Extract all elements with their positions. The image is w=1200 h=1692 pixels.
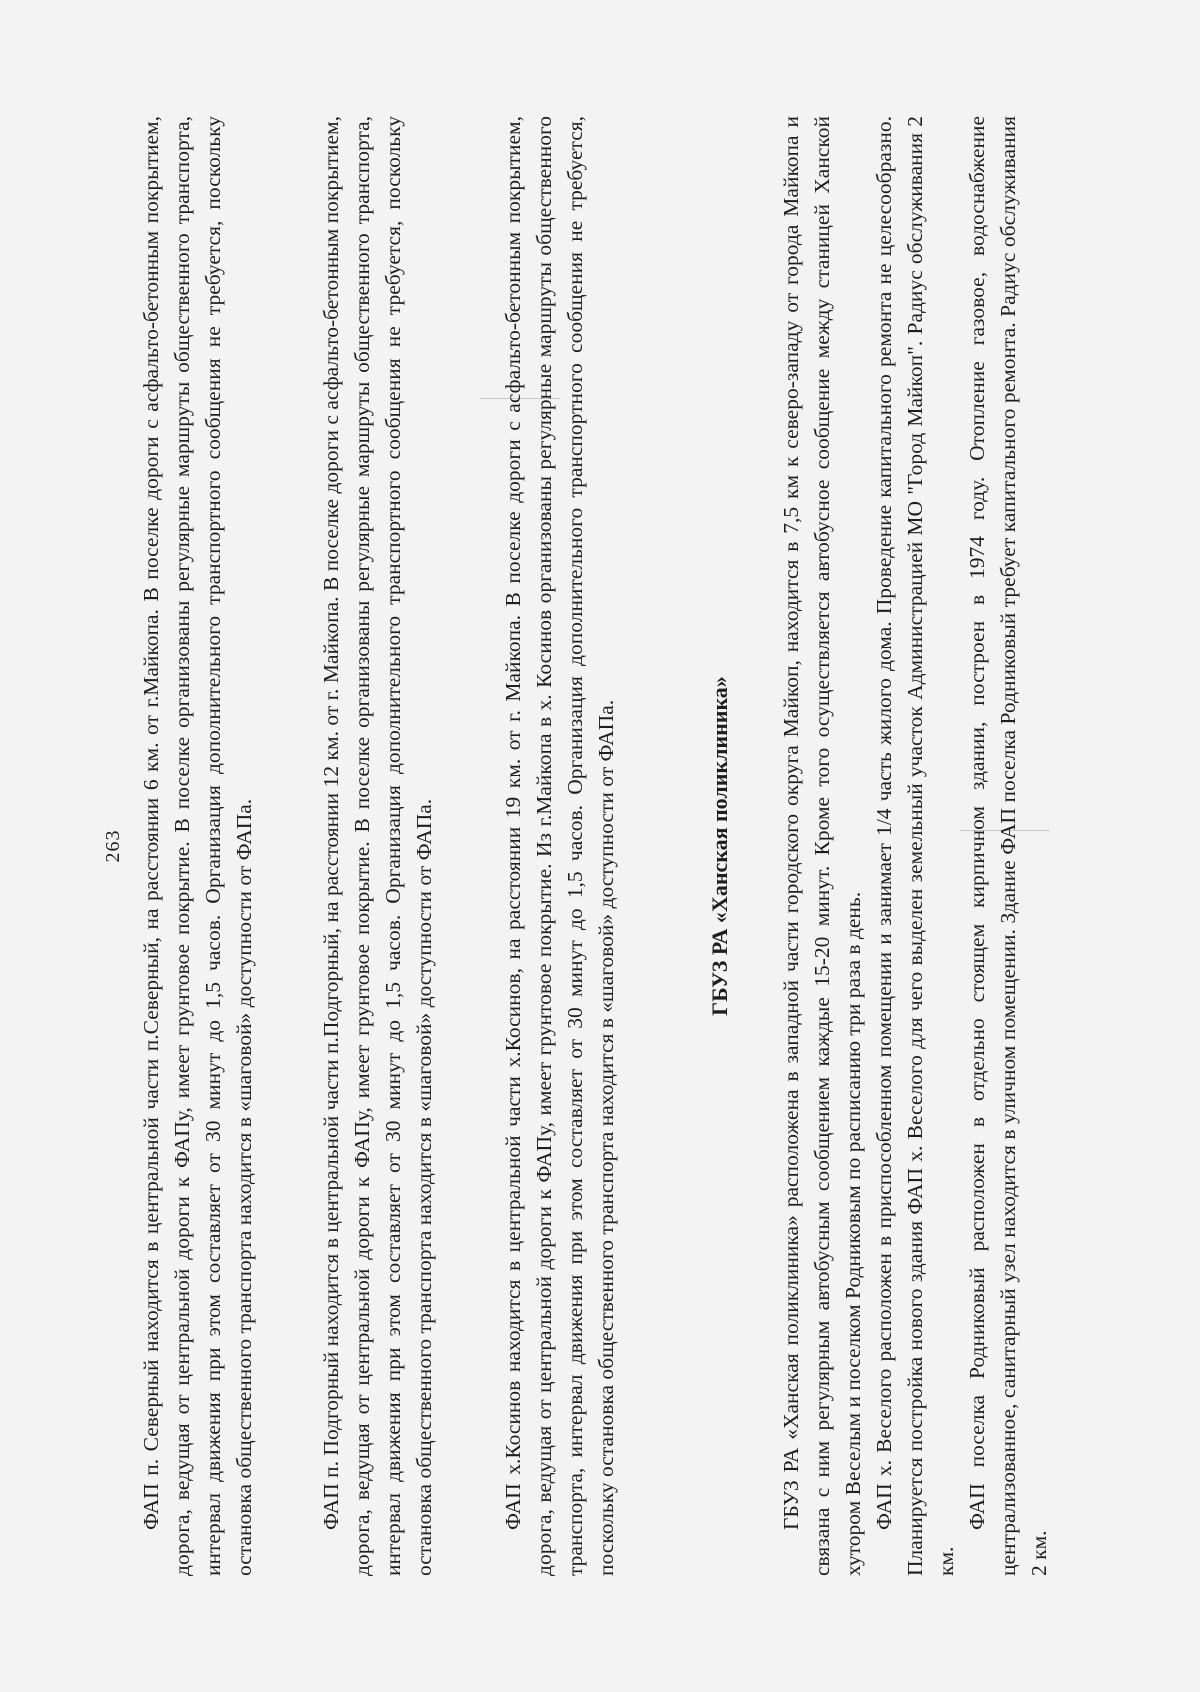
paragraph-fap-severny: [136, 116, 260, 1576]
section-heading: [704, 116, 735, 1576]
paragraph-text: ФАП х. Веселого расположен в приспособленном помещении и занимает 1/4 часть жилого дома. Проведение капитального ремонта не целесообразно. Планируется постройка нового здания ФАП х. Веселого для чего выделен земельный участок Администрацией МО "Город Майкоп". Радиус обслуживания 2 км.: [872, 116, 958, 1576]
paragraph-text: ГБУЗ РА «Ханская поликлиника» расположена в западной части городского округа Майкоп, находится в 7,5 км к северо-западу от города Майкопа и связана с ним регулярным автобусным сообщением каждые 15-20 минут. Кроме того осуществляется автобусное сообщение между станицей Ханской хутором Веселым и поселком Родниковым по расписанию три раза в день.: [779, 116, 865, 1576]
section-body: [776, 116, 1055, 1576]
page-number: 263: [102, 829, 124, 863]
rotated-document: [100, 46, 1100, 1646]
paragraph-text: ФАП п. Подгорный находится в центральной части п.Подгорный, на расстоянии 12 км. от г. Майкопа. В поселке дороги с асфальто-бетонным покрытием, дорога, ведущая от центральной дороги к ФАПу, имеет грунтовое покрытие. В поселке организованы регулярные маршруты общественного транспорта, интервал движения при этом составляет от 30 минут до 1,5 часов. Организация дополнительного транспортного сообщения не требуется, поскольку остановка общественного транспорта находится в «шаговой» доступности от ФАПа.: [319, 116, 436, 1576]
paragraph-text: ФАП п. Северный находится в центральной части п.Северный, на расстоянии 6 км. от г.Майкопа. В поселке дороги с асфальто-бетонным покрытием, дорога, ведущая от центральной дороги к ФАПу, имеет грунтовое покрытие. В поселке организованы регулярные маршруты общественного транспорта, интервал движения при этом составляет от 30 минут до 1,5 часов. Организация дополнительного транспортного сообщения не требуется, поскольку остановка общественного транспорта находится в «шаговой» доступности от ФАПа.: [139, 116, 256, 1576]
paragraph-text: ФАП х.Косинов находится в центральной части х.Косинов, на расстоянии 19 км. от г. Майкопа. В поселке дороги с асфальто-бетонным покрытием, дорога, ведущая от центральной дороги к ФАПу, имеет грунтовое покрытие. Из г.Майкопа в х. Косинов организованы регулярные маршруты общественного транспорта, интервал движения при этом составляет от 30 минут до 1,5 часов. Организация дополнительного транспортного сообщения не требуется, поскольку остановка общественного транспорта находится в «шаговой» доступности от ФАПа.: [501, 116, 618, 1576]
paragraph-text: ФАП поселка Родниковый расположен в отдельно стоящем кирпичном здании, построен в 1974 году. Отопление газовое, водоснабжение централизованное, санитарный узел находится в уличном помещении. Здание ФАП поселка Родниковый требует капитального ремонта. Радиус обслуживания 2 км.: [965, 116, 1051, 1576]
section-title: ГБУЗ РА «Ханская поликлиника»: [707, 676, 732, 1016]
paragraph-fap-kosinov: [498, 116, 622, 1576]
paragraph-fap-podgorny: [316, 116, 440, 1576]
